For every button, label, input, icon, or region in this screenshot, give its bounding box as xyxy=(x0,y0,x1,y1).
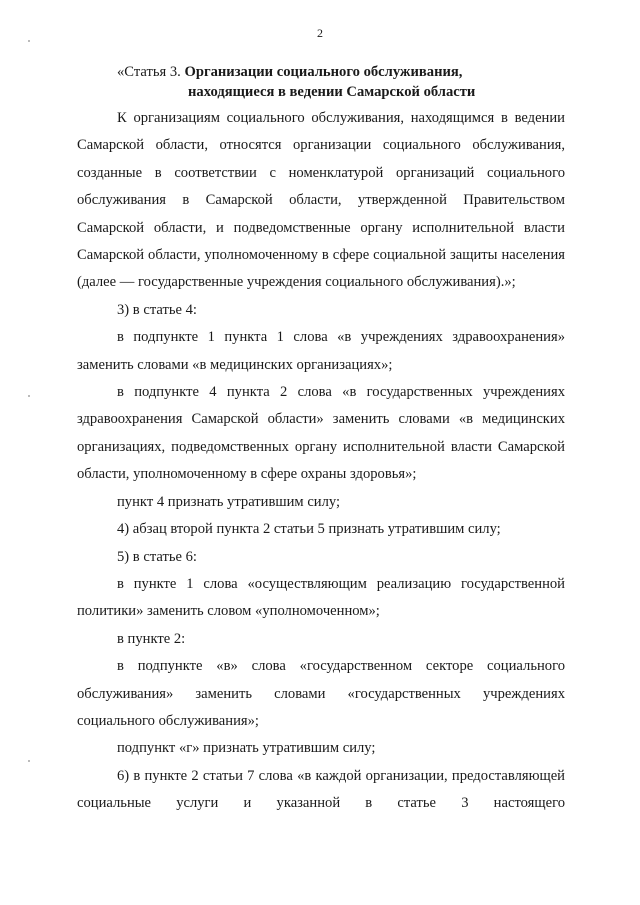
left-edge-mark-top xyxy=(28,40,30,42)
paragraph: 6) в пункте 2 статьи 7 слова «в каждой организации, предоставляющей социальные услуги и указанной в статье 3 настоящего xyxy=(77,767,565,812)
article-heading-title-line2: находящиеся в ведении Самарской области xyxy=(188,84,476,100)
document-body xyxy=(77,62,565,818)
paragraph: 3) в статье 4: xyxy=(117,301,197,318)
article-heading xyxy=(77,62,565,102)
paragraph: в пункте 2: xyxy=(117,630,186,647)
paragraph: в подпункте 1 пункта 1 слова «в учреждениях здравоохранения» заменить словами «в медицинских организациях»; xyxy=(77,329,565,373)
article-heading-prefix: «Статья 3. xyxy=(117,64,185,80)
page-number: 2 xyxy=(317,26,323,40)
left-edge-mark-middle xyxy=(28,395,30,397)
paragraph: 4) абзац второй пункта 2 статьи 5 признать утратившим силу; xyxy=(117,521,501,538)
paragraph: в подпункте 4 пункта 2 слова «в государственных учреждениях здравоохранения Самарской области» заменить словами «в медицинских организациях, подведомственных органу исполнительной власти Самарской области, уполномоченному в сфере охраны здоровья»; xyxy=(77,384,565,483)
paragraph: пункт 4 признать утратившим силу; xyxy=(117,493,341,510)
paragraph: К организациям социального обслуживания, находящимся в ведении Самарской области, относятся организации социального обслуживания, созданные в соответствии с номенклатурой организаций социального обслуживания в Самарской области, утвержденной Правительством Самарской области, и подведомственные органу исполнительной власти Самарской области, уполномоченному в сфере социальной защиты населения (далее — государственные учреждения социального обслуживания).»; xyxy=(77,110,565,291)
paragraph: 5) в статье 6: xyxy=(117,548,197,565)
paragraph: подпункт «г» признать утратившим силу; xyxy=(117,740,376,757)
left-edge-mark-bottom xyxy=(28,760,30,762)
paragraph: в пункте 1 слова «осуществляющим реализацию государственной политики» заменить словом «уполномоченном»; xyxy=(77,575,565,620)
paragraph: в подпункте «в» слова «государственном секторе социального обслуживания» заменить словами «государственных учреждениях социального обслуживания»; xyxy=(77,658,565,729)
article-heading-title-line1: Организации социального обслуживания, xyxy=(184,64,463,80)
